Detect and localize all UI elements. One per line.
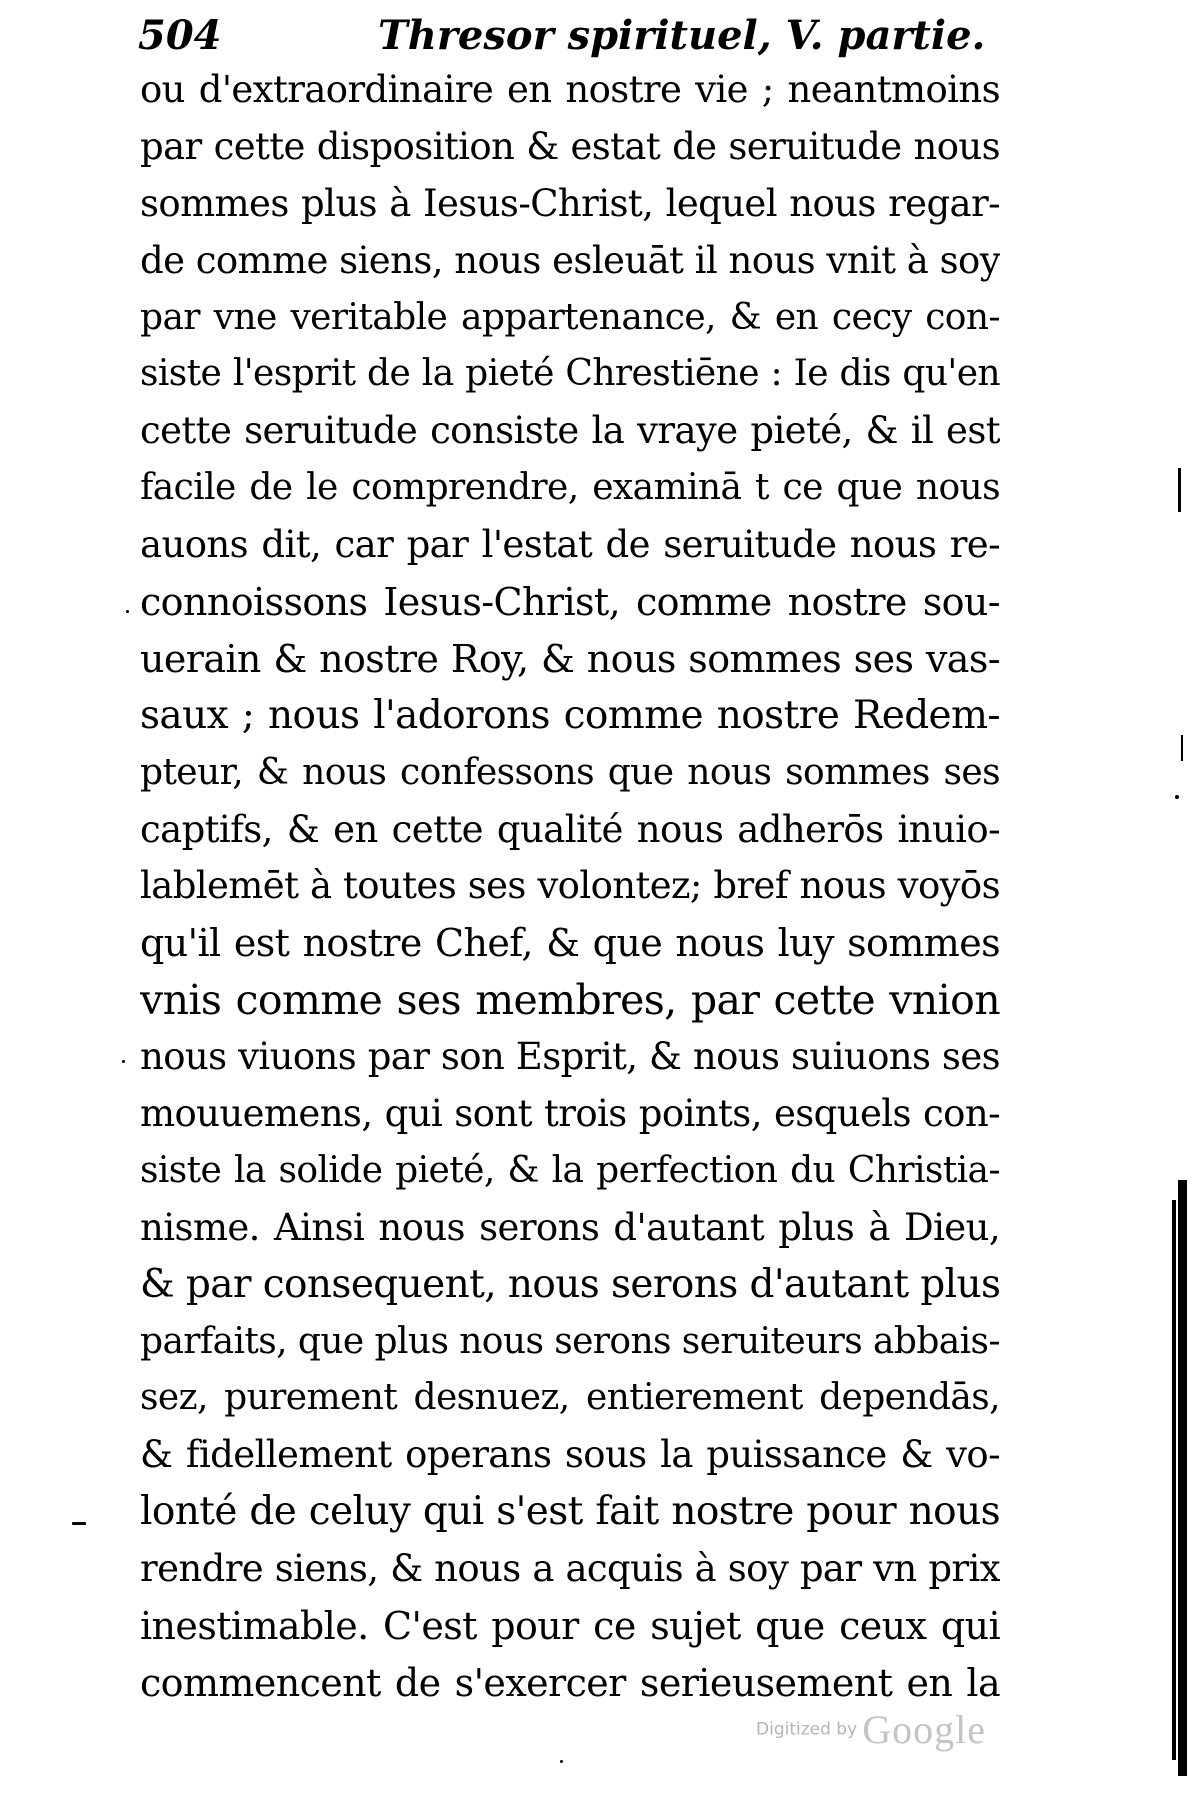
text-line: parfaits, que plus nous serons seruiteurs abbais-: [140, 1320, 1000, 1362]
text-line: siste la solide pieté, & la perfection du Christia-: [140, 1149, 1000, 1191]
text-line: ou d'extraordinaire en nostre vie ; neantmoins: [140, 68, 1000, 111]
scan-speck: [1175, 795, 1179, 799]
text-line: inestimable. C'est pour ce sujet que ceux qui: [140, 1604, 1000, 1649]
page-edge-rule: [1178, 1180, 1187, 1776]
scan-speck: [72, 1522, 86, 1525]
text-line: qu'il est nostre Chef, & que nous luy sommes: [140, 921, 1000, 966]
text-line: commencent de s'exercer serieusement en la: [140, 1660, 1000, 1705]
text-line: connoissons Iesus-Christ, comme nostre sou-: [140, 580, 1000, 625]
text-line: rendre siens, & nous a acquis à soy par vn prix: [140, 1547, 1000, 1591]
text-line: uerain & nostre Roy, & nous sommes ses vas-: [140, 636, 1000, 681]
text-line: sez, purement desnuez, entierement dependās,: [140, 1377, 1000, 1419]
google-logo: Google: [862, 1707, 987, 1752]
text-line: cette seruitude consiste la vraye pieté, & il est: [140, 409, 1000, 453]
page-header: [138, 10, 986, 62]
text-line: & fidellement operans sous la puissance & vo-: [140, 1433, 1000, 1477]
digitized-by-google-watermark: [756, 1706, 986, 1753]
text-line: de comme siens, nous esleuāt il nous vnit à soy: [140, 238, 1000, 282]
text-line: vnis comme ses membres, par cette vnion: [140, 976, 1000, 1025]
text-line: auons dit, car par l'estat de seruitude nous re-: [140, 523, 1000, 567]
text-line: par cette disposition & estat de seruitude nous: [140, 124, 1000, 168]
text-line: lablemēt à toutes ses volontez; bref nous voyōs: [140, 864, 1000, 908]
text-line: facile de le comprendre, examinā t ce que nous: [140, 467, 1000, 509]
page-edge-mark: [1181, 735, 1183, 761]
text-line: nisme. Ainsi nous serons d'autant plus à Dieu,: [140, 1205, 1000, 1249]
body-text: [140, 62, 1000, 1712]
text-line: par vne veritable appartenance, & en cecy con-: [140, 296, 1000, 338]
page-number: 504: [138, 12, 222, 59]
text-line: sommes plus à Iesus-Christ, lequel nous regar-: [140, 181, 1000, 225]
text-line: captifs, & en cette qualité nous adherōs inuio-: [140, 807, 1000, 851]
text-line: pteur, & nous confessons que nous sommes ses: [140, 751, 1000, 793]
watermark-prefix: Digitized by: [756, 1719, 858, 1740]
running-title: Thresor spirituel, V. partie.: [378, 12, 986, 59]
page-edge-mark: [1178, 468, 1181, 512]
page-edge-rule: [1172, 1200, 1176, 1760]
scan-speck: [560, 1760, 563, 1763]
scan-speck: [126, 610, 129, 613]
text-line: siste l'esprit de la pieté Chrestiēne : Ie dis qu'en: [140, 353, 1000, 395]
scan-speck: [122, 1060, 125, 1063]
text-line: lonté de celuy qui s'est fait nostre pour nous: [140, 1489, 1000, 1535]
text-line: nous viuons par son Esprit, & nous suiuons ses: [140, 1035, 1000, 1079]
text-line: & par consequent, nous serons d'autant plus: [140, 1261, 1000, 1307]
text-line: mouuemens, qui sont trois points, esquels con-: [140, 1092, 1000, 1136]
text-line: saux ; nous l'adorons comme nostre Redem-: [140, 692, 1000, 738]
